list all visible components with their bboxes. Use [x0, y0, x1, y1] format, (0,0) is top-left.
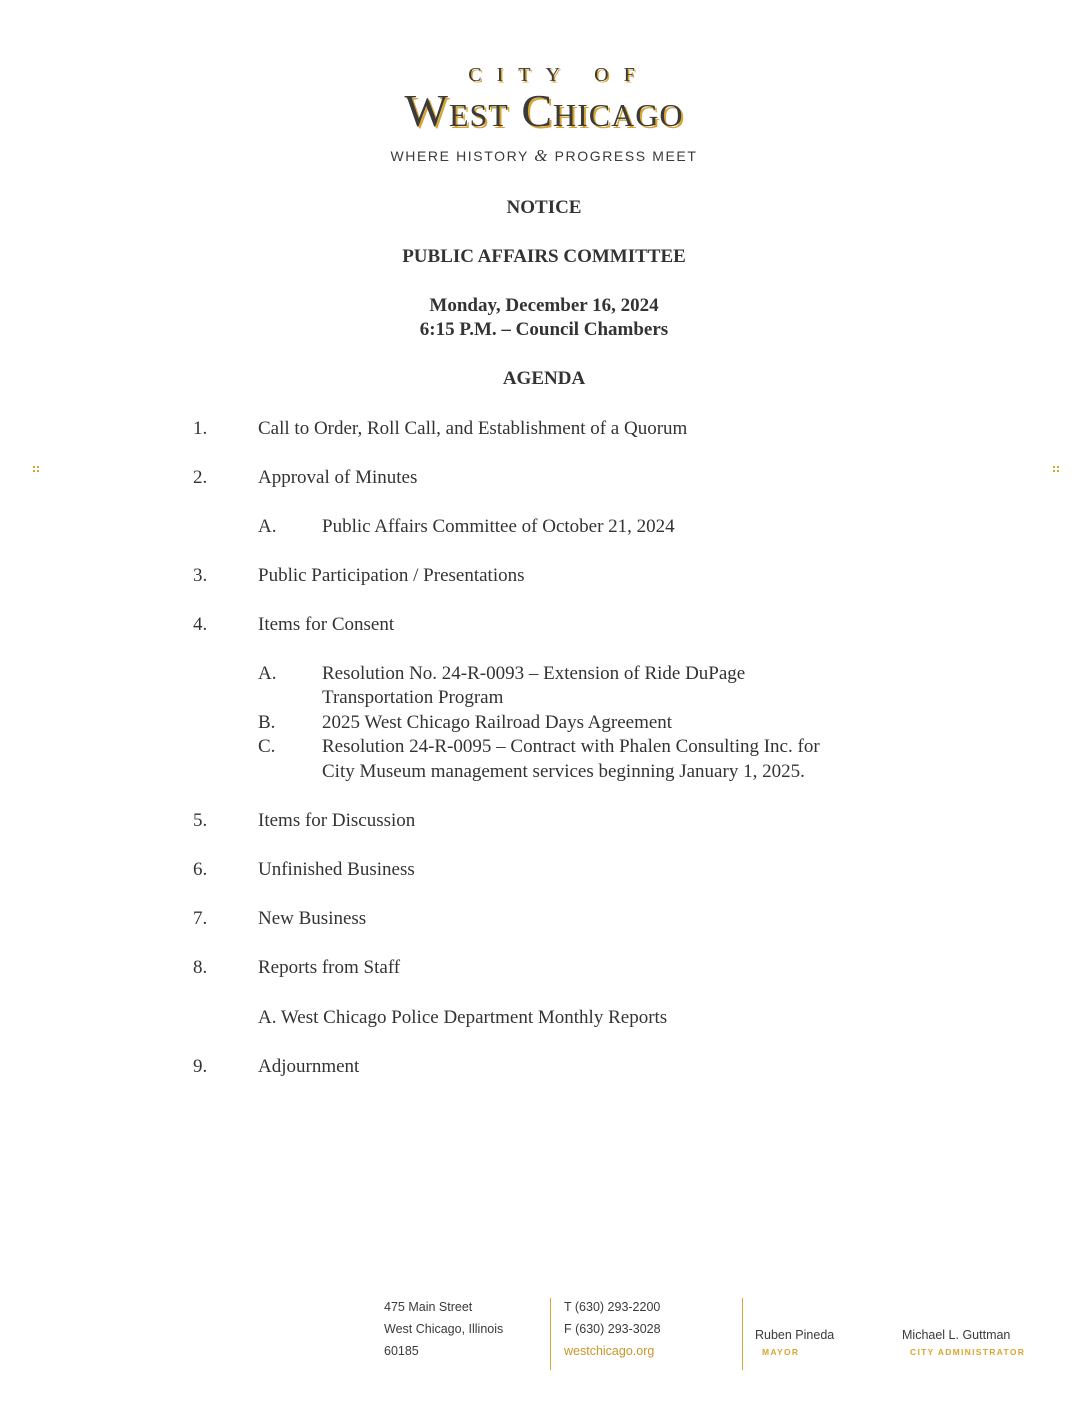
- sub-item-letter: B.: [258, 712, 276, 733]
- mayor-title: MAYOR: [762, 1347, 800, 1357]
- agenda-item-text: Call to Order, Roll Call, and Establishment of a Quorum: [258, 418, 688, 439]
- sub-item-text-continued: City Museum management services beginning January 1, 2025.: [322, 761, 805, 782]
- agenda-item-text: Approval of Minutes: [258, 467, 418, 488]
- agenda-item-number: 1.: [193, 418, 208, 439]
- meeting-time-place: 6:15 P.M. – Council Chambers: [419, 319, 669, 340]
- agenda-item-text: Unfinished Business: [258, 859, 415, 880]
- footer-address-line: West Chicago, Illinois: [384, 1322, 504, 1336]
- notice-title: NOTICE: [506, 197, 582, 218]
- footer-phone: T (630) 293-2200: [564, 1300, 661, 1314]
- sub-item-letter: A.: [258, 663, 277, 684]
- agenda-item-number: 8.: [193, 957, 208, 978]
- sub-item-text: Public Affairs Committee of October 21, 2024: [322, 516, 675, 537]
- footer-address-line: 475 Main Street: [384, 1300, 473, 1314]
- logo-city-of: CITY OF: [468, 64, 650, 86]
- logo-west-chicago: West Chicago: [404, 85, 684, 136]
- agenda-item-number: 6.: [193, 859, 208, 880]
- footer-address-line: 60185: [384, 1344, 419, 1358]
- tagline-ampersand: &: [534, 146, 550, 165]
- mayor-name: Ruben Pineda: [755, 1328, 835, 1342]
- footer-fax: F (630) 293-3028: [564, 1322, 661, 1336]
- sub-item-text: Resolution 24-R-0095 – Contract with Phalen Consulting Inc. for: [322, 736, 820, 757]
- committee-name: PUBLIC AFFAIRS COMMITTEE: [402, 246, 686, 267]
- agenda-item-text: Reports from Staff: [258, 957, 401, 978]
- agenda-item-text: New Business: [258, 908, 367, 929]
- agenda-item-text: Adjournment: [258, 1056, 360, 1077]
- margin-dots-left: [33, 466, 39, 472]
- agenda-item-number: 5.: [193, 810, 208, 831]
- sub-item-text: 2025 West Chicago Railroad Days Agreement: [322, 712, 673, 733]
- administrator-name: Michael L. Guttman: [902, 1328, 1011, 1342]
- agenda-item-number: 3.: [193, 565, 208, 586]
- sub-item-text: A. West Chicago Police Department Monthly Reports: [258, 1007, 668, 1028]
- sub-item-letter: C.: [258, 736, 276, 757]
- agenda-item-number: 7.: [193, 908, 208, 929]
- sub-item-letter: A.: [258, 516, 277, 537]
- margin-dots-right: [1053, 466, 1059, 472]
- tagline-before: WHERE HISTORY: [390, 148, 529, 164]
- agenda-item-number: 4.: [193, 614, 208, 635]
- footer-divider: [550, 1298, 551, 1370]
- sub-item-text: Resolution No. 24-R-0093 – Extension of Ride DuPage: [322, 663, 746, 684]
- agenda-item-text: Items for Discussion: [258, 810, 416, 831]
- tagline-after: PROGRESS MEET: [554, 148, 698, 164]
- agenda-item-text: Public Participation / Presentations: [258, 565, 525, 586]
- agenda-heading: AGENDA: [502, 368, 586, 389]
- administrator-title: CITY ADMINISTRATOR: [910, 1347, 1026, 1357]
- footer-divider: [742, 1298, 743, 1370]
- meeting-date: Monday, December 16, 2024: [429, 295, 659, 316]
- agenda-item-number: 2.: [193, 467, 208, 488]
- agenda-item-number: 9.: [193, 1056, 208, 1077]
- agenda-item-text: Items for Consent: [258, 614, 395, 635]
- tagline: [0, 146, 1088, 166]
- sub-item-text-continued: Transportation Program: [322, 687, 504, 708]
- footer-website-link[interactable]: westchicago.org: [564, 1344, 655, 1358]
